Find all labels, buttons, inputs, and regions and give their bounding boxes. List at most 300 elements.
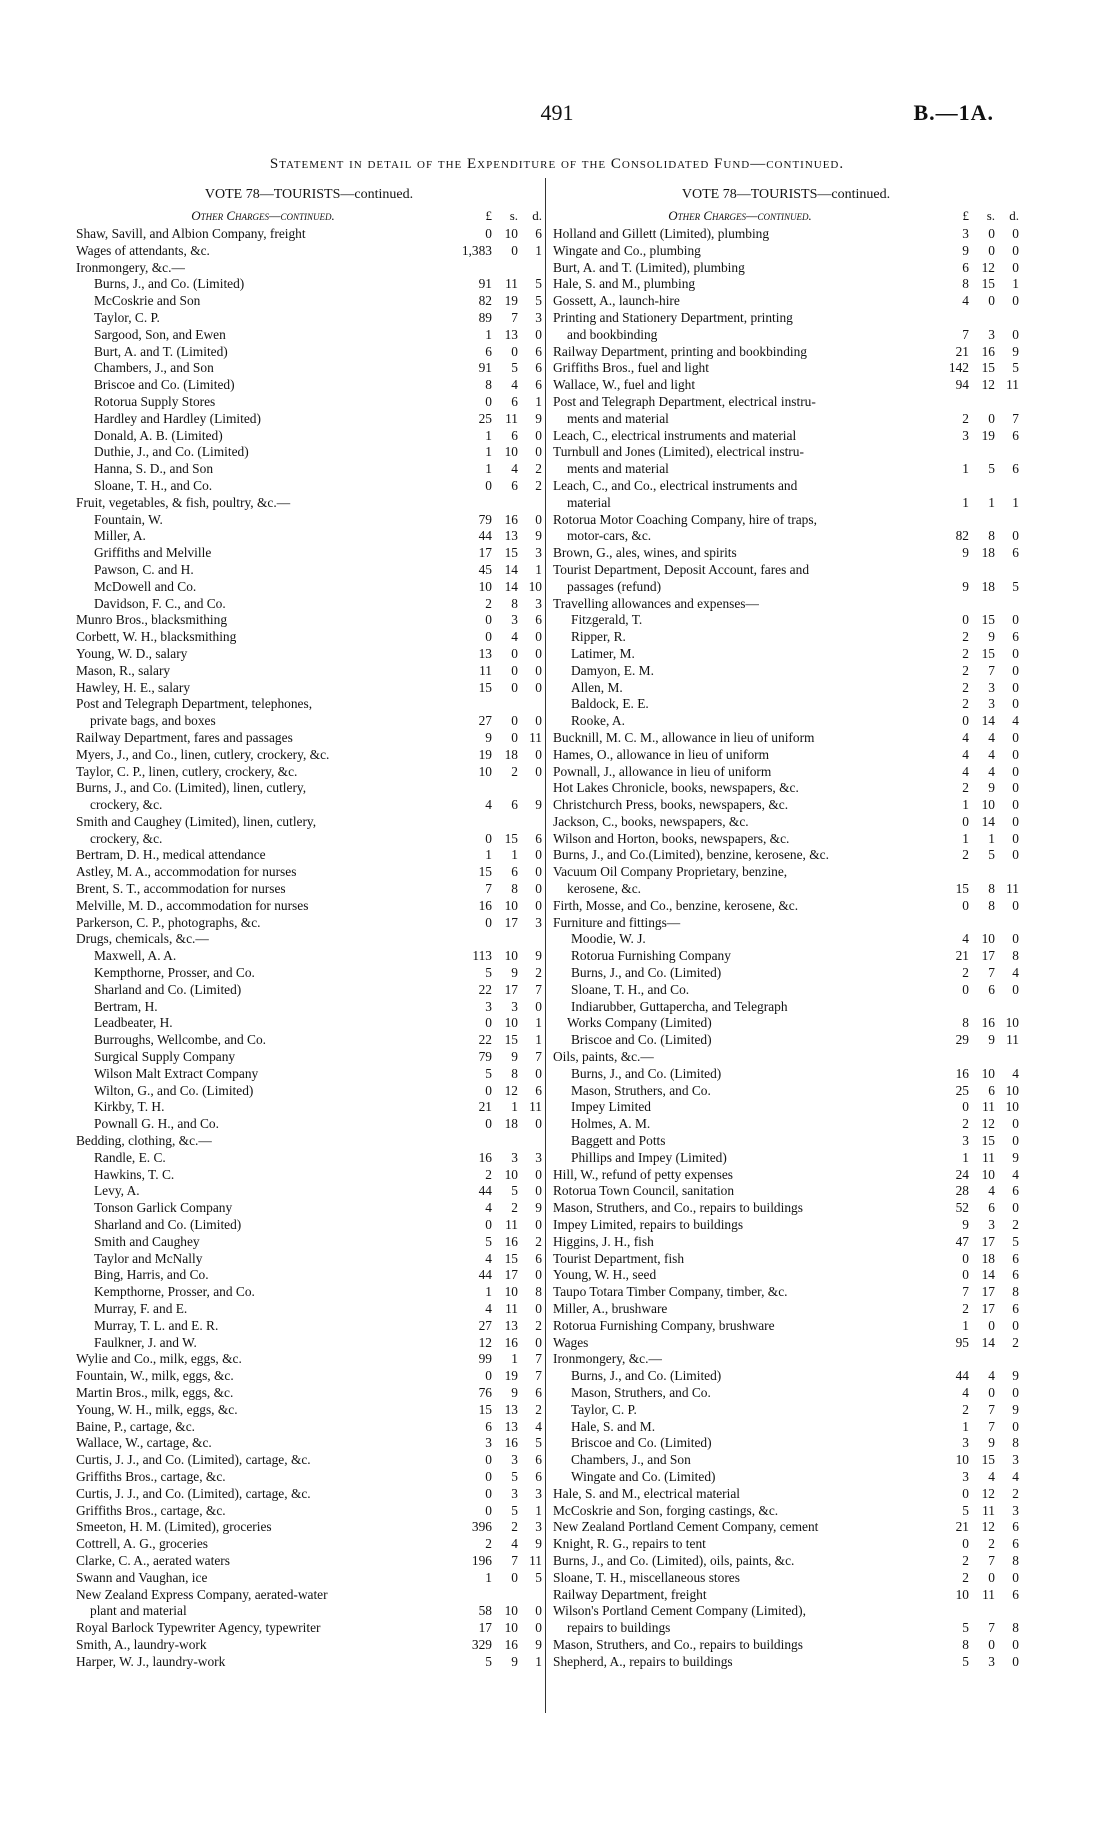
- shillings-amount: 12: [504, 1082, 518, 1098]
- pence-amount: 0: [1012, 259, 1019, 275]
- pounds-amount: 3: [485, 1435, 492, 1451]
- expenditure-row: [76, 999, 542, 1016]
- pounds-amount: 1: [962, 1418, 969, 1434]
- expenditure-row: [553, 1049, 1019, 1066]
- payee-description: Ironmongery, &c.—: [553, 1351, 662, 1367]
- expenditure-row: [76, 764, 542, 781]
- expenditure-row: [76, 780, 542, 797]
- pence-amount: 0: [1012, 696, 1019, 712]
- shillings-amount: 7: [988, 662, 995, 678]
- expenditure-row: [76, 596, 542, 613]
- expenditure-row: [76, 1167, 542, 1184]
- pence-amount: 6: [535, 612, 542, 628]
- shillings-amount: 17: [504, 914, 518, 930]
- pence-amount: [518, 696, 542, 713]
- shillings-amount: 7: [988, 1401, 995, 1417]
- expenditure-row: [76, 612, 542, 629]
- pence-amount: 4: [1012, 1065, 1019, 1081]
- pounds-amount: 13: [478, 645, 492, 661]
- pounds-amount: 5: [485, 1653, 492, 1669]
- pounds-amount: 4: [962, 746, 969, 762]
- shillings-amount: [969, 1049, 995, 1066]
- pounds-amount: 0: [485, 1485, 492, 1501]
- shillings-amount: 11: [505, 410, 518, 426]
- shillings-amount: 3: [988, 696, 995, 712]
- payee-description: Bertram, H.: [94, 998, 158, 1014]
- payee-description: Sharland and Co. (Limited): [94, 1217, 242, 1233]
- column-header: [76, 206, 542, 226]
- pounds-amount: 3: [962, 1435, 969, 1451]
- shillings-amount: [969, 444, 995, 461]
- payee-description: Griffiths and Melville: [94, 545, 212, 561]
- pence-amount: 0: [535, 444, 542, 460]
- pence-amount: 10: [1005, 1099, 1019, 1115]
- expenditure-row: [553, 612, 1019, 629]
- pounds-amount: 0: [485, 830, 492, 846]
- shillings-amount: 0: [511, 713, 518, 729]
- pounds-amount: 1: [962, 830, 969, 846]
- pence-amount: 1: [535, 561, 542, 577]
- expenditure-row: [553, 1284, 1019, 1301]
- pounds-amount: 25: [478, 410, 492, 426]
- shillings-amount: 0: [988, 1317, 995, 1333]
- pounds-amount: 7: [485, 881, 492, 897]
- pence-amount: 1: [535, 242, 542, 258]
- shillings-amount: 12: [981, 1519, 995, 1535]
- pounds-amount: 0: [485, 1082, 492, 1098]
- shillings-amount: 14: [504, 561, 518, 577]
- pounds-amount: 9: [962, 545, 969, 561]
- expenditure-row: [553, 1335, 1019, 1352]
- pounds-amount: 19: [478, 746, 492, 762]
- shillings-amount: [969, 1351, 995, 1368]
- shillings-amount: 13: [504, 1317, 518, 1333]
- expenditure-row: [553, 444, 1019, 461]
- expenditure-row: [76, 965, 542, 982]
- shillings-amount: 4: [988, 729, 995, 745]
- pounds-amount: 196: [471, 1552, 492, 1568]
- expenditure-row: [553, 646, 1019, 663]
- pence-amount: 7: [535, 1049, 542, 1065]
- shillings-amount: 11: [505, 1301, 518, 1316]
- payee-description: Wilson and Horton, books, newspapers, &c.: [553, 830, 790, 846]
- pence-amount: 7: [535, 981, 542, 997]
- payee-description: Works Company (Limited): [567, 1015, 712, 1031]
- shillings-amount: 3: [511, 1485, 518, 1501]
- payee-description: Latimer, M.: [571, 645, 635, 661]
- expenditure-row: [553, 394, 1019, 411]
- shillings-amount: 9: [511, 965, 518, 981]
- pence-header: d.: [1009, 208, 1019, 223]
- expenditure-row: [76, 1015, 542, 1032]
- payee-description: Tonson Garlick Company: [94, 1200, 233, 1216]
- shillings-amount: 16: [504, 1435, 518, 1451]
- payee-description: Young, W. D., salary: [76, 645, 188, 661]
- expenditure-row: [553, 696, 1019, 713]
- pounds-amount: 8: [962, 276, 969, 292]
- payee-description: Murray, T. L. and E. R.: [94, 1317, 219, 1333]
- shillings-amount: 16: [504, 1636, 518, 1652]
- expenditure-row: [553, 864, 1019, 881]
- shillings-amount: 10: [504, 444, 518, 460]
- shillings-amount: 0: [988, 242, 995, 258]
- payee-description: McCoskrie and Son, forging castings, &c.: [553, 1502, 779, 1518]
- column-divider: [545, 178, 546, 1713]
- pounds-amount: 2: [962, 1301, 969, 1316]
- payee-description: material: [567, 494, 611, 510]
- pounds-amount: 89: [478, 309, 492, 325]
- payee-description: Surgical Supply Company: [94, 1049, 236, 1065]
- pence-amount: 0: [535, 662, 542, 678]
- shillings-amount: 15: [981, 1452, 995, 1468]
- shillings-amount: [492, 931, 518, 948]
- payee-description: Allen, M.: [571, 679, 623, 695]
- shillings-amount: 2: [511, 763, 518, 779]
- payee-description: Hames, O., allowance in lieu of uniform: [553, 746, 770, 762]
- pence-amount: 0: [535, 1334, 542, 1350]
- shillings-amount: 7: [988, 1418, 995, 1434]
- payee-description: Martin Bros., milk, eggs, &c.: [76, 1384, 234, 1400]
- payee-description: Young, W. H., milk, eggs, &c.: [76, 1401, 238, 1417]
- payee-description: Fitzgerald, T.: [571, 612, 643, 628]
- shillings-amount: 17: [981, 1301, 995, 1316]
- payee-description: Hot Lakes Chronicle, books, newspapers, &c.: [553, 780, 799, 796]
- shillings-amount: 4: [511, 629, 518, 645]
- expenditure-row: [76, 1318, 542, 1335]
- shillings-amount: 2: [511, 1519, 518, 1535]
- payee-description: Ironmongery, &c.—: [76, 259, 185, 275]
- payee-description: Burns, J., and Co. (Limited), linen, cutlery,: [76, 780, 307, 796]
- pence-amount: 9: [535, 1636, 542, 1652]
- pounds-amount: 45: [478, 561, 492, 577]
- shillings-amount: 16: [981, 1015, 995, 1031]
- pounds-amount: 2: [962, 1401, 969, 1417]
- pence-amount: [995, 864, 1019, 881]
- expenditure-row: [76, 646, 542, 663]
- pounds-amount: 5: [485, 1065, 492, 1081]
- payee-description: Moodie, W. J.: [571, 931, 646, 947]
- payee-description: Donald, A. B. (Limited): [94, 427, 223, 443]
- pence-header: d.: [532, 208, 542, 223]
- pence-amount: 0: [535, 746, 542, 762]
- expenditure-row: [553, 764, 1019, 781]
- pounds-amount: 79: [478, 511, 492, 527]
- payee-description: Cottrell, A. G., groceries: [76, 1536, 209, 1552]
- pence-amount: 6: [535, 226, 542, 241]
- shillings-amount: [969, 394, 995, 411]
- expenditure-row: [76, 915, 542, 932]
- payee-description: passages (refund): [567, 578, 662, 594]
- shillings-amount: 11: [982, 1149, 995, 1165]
- expenditure-row: [553, 680, 1019, 697]
- payee-description: Briscoe and Co. (Limited): [94, 377, 235, 393]
- payee-description: Taupo Totara Timber Company, timber, &c.: [553, 1284, 788, 1300]
- expenditure-row: [76, 562, 542, 579]
- shillings-amount: 15: [981, 612, 995, 628]
- shillings-amount: 19: [981, 427, 995, 443]
- payee-description: kerosene, &c.: [567, 881, 641, 897]
- pounds-amount: 17: [478, 545, 492, 561]
- pounds-amount: 9: [485, 729, 492, 745]
- expenditure-row: [553, 1217, 1019, 1234]
- shillings-amount: 12: [981, 1116, 995, 1132]
- pence-amount: [518, 260, 542, 277]
- pence-amount: 0: [1012, 981, 1019, 997]
- pounds-amount: 0: [962, 1099, 969, 1115]
- pence-amount: 6: [1012, 1586, 1019, 1602]
- pounds-amount: 11: [479, 662, 492, 678]
- pence-amount: 0: [1012, 813, 1019, 829]
- shillings-amount: 14: [981, 1334, 995, 1350]
- expenditure-row: [76, 831, 542, 848]
- pence-amount: 10: [1005, 1015, 1019, 1031]
- payee-description: Taylor, C. P.: [571, 1401, 637, 1417]
- statement-title: Statement in detail of the Expenditure of the Consolidated Fund—continued.: [269, 156, 845, 172]
- payee-description: Sloane, T. H., miscellaneous stores: [553, 1569, 740, 1585]
- pounds-amount: 1: [485, 326, 492, 342]
- shillings-amount: 10: [981, 1065, 995, 1081]
- expenditure-row: [553, 1620, 1019, 1637]
- expenditure-row: [76, 293, 542, 310]
- payee-description: Wages: [553, 1334, 589, 1350]
- pence-amount: 5: [535, 1435, 542, 1451]
- expenditure-row: [76, 1183, 542, 1200]
- expenditure-row: [76, 1452, 542, 1469]
- pence-amount: 0: [535, 645, 542, 661]
- expenditure-row: [553, 1234, 1019, 1251]
- shillings-amount: [492, 696, 518, 713]
- payee-description: Wingate and Co., plumbing: [553, 242, 701, 258]
- pence-amount: 3: [1012, 1502, 1019, 1518]
- shillings-amount: 15: [981, 1133, 995, 1149]
- pence-amount: 7: [535, 1351, 542, 1367]
- pence-amount: 8: [1012, 948, 1019, 964]
- expenditure-row: [553, 562, 1019, 579]
- payee-description: and bookbinding: [567, 326, 658, 342]
- pounds-amount: 25: [955, 1082, 969, 1098]
- expenditure-row: [76, 1620, 542, 1637]
- expenditure-row: [76, 394, 542, 411]
- payee-description: Turnbull and Jones (Limited), electrical instru-: [553, 444, 804, 460]
- expenditure-row: [553, 797, 1019, 814]
- pounds-amount: 1: [485, 1284, 492, 1300]
- pence-amount: 11: [1006, 1032, 1019, 1048]
- pence-amount: 0: [535, 326, 542, 342]
- pence-amount: 0: [535, 1301, 542, 1316]
- pence-amount: 0: [535, 897, 542, 913]
- pence-amount: 6: [535, 343, 542, 359]
- expenditure-row: [553, 1486, 1019, 1503]
- pounds-amount: 10: [478, 578, 492, 594]
- payee-description: Vacuum Oil Company Proprietary, benzine,: [553, 864, 788, 880]
- payee-description: Miller, A., brushware: [553, 1301, 668, 1316]
- expenditure-row: [553, 1015, 1019, 1032]
- shillings-amount: 7: [988, 1552, 995, 1568]
- pence-amount: 5: [1012, 360, 1019, 376]
- shillings-amount: 6: [511, 797, 518, 813]
- pence-amount: 0: [1012, 293, 1019, 309]
- pence-amount: 0: [535, 427, 542, 443]
- pence-amount: 0: [535, 1217, 542, 1233]
- payee-description: Taylor and McNally: [94, 1250, 203, 1266]
- shillings-amount: [969, 915, 995, 932]
- pounds-amount: 0: [962, 713, 969, 729]
- payee-description: Rotorua Supply Stores: [94, 393, 216, 409]
- pence-amount: 0: [1012, 897, 1019, 913]
- shillings-amount: 15: [981, 360, 995, 376]
- shillings-amount: 8: [988, 881, 995, 897]
- pence-amount: 0: [535, 1620, 542, 1636]
- pounds-amount: 9: [962, 1217, 969, 1233]
- pounds-amount: 1: [485, 847, 492, 863]
- pence-amount: 1: [1012, 494, 1019, 510]
- shillings-amount: [492, 495, 518, 512]
- expenditure-row: [553, 1133, 1019, 1150]
- payee-description: Taylor, C. P., linen, cutlery, crockery, &c.: [76, 763, 298, 779]
- shillings-amount: 17: [981, 1284, 995, 1300]
- pence-amount: 7: [535, 1368, 542, 1384]
- pence-amount: 0: [535, 1116, 542, 1132]
- payee-description: Leach, C., and Co., electrical instruments and: [553, 477, 798, 493]
- expenditure-row: [76, 1116, 542, 1133]
- pounds-amount: 3: [962, 1468, 969, 1484]
- pence-amount: 0: [1012, 528, 1019, 544]
- payee-description: Holmes, A. M.: [571, 1116, 651, 1132]
- expenditure-row: [76, 1385, 542, 1402]
- shillings-amount: 6: [988, 1200, 995, 1216]
- pence-amount: 0: [535, 1183, 542, 1199]
- shillings-amount: 7: [988, 1620, 995, 1636]
- shillings-amount: 17: [504, 1267, 518, 1283]
- expenditure-row: [76, 344, 542, 361]
- shillings-amount: 6: [511, 393, 518, 409]
- pence-amount: 6: [1012, 629, 1019, 645]
- expenditure-row: [553, 999, 1019, 1016]
- payee-description: Curtis, J. J., and Co. (Limited), cartage, &c.: [76, 1452, 311, 1468]
- pence-amount: 0: [1012, 326, 1019, 342]
- expenditure-row: [553, 1032, 1019, 1049]
- shillings-amount: 12: [981, 259, 995, 275]
- payee-description: repairs to buildings: [567, 1620, 671, 1636]
- shillings-amount: 4: [511, 377, 518, 393]
- pounds-amount: 0: [485, 1217, 492, 1233]
- payee-description: Burns, J., and Co. (Limited): [571, 1065, 722, 1081]
- pounds-amount: [927, 394, 969, 411]
- pounds-amount: [927, 864, 969, 881]
- pounds-amount: 2: [485, 595, 492, 611]
- left-column: [76, 184, 542, 1671]
- pounds-amount: [927, 1351, 969, 1368]
- pence-amount: 4: [1012, 713, 1019, 729]
- expenditure-row: [76, 579, 542, 596]
- expenditure-row: [553, 629, 1019, 646]
- shillings-amount: [492, 814, 518, 831]
- pounds-amount: 22: [478, 1032, 492, 1048]
- pounds-amount: 2: [962, 645, 969, 661]
- pence-amount: 0: [1012, 1317, 1019, 1333]
- pounds-amount: [927, 596, 969, 613]
- payee-description: Davidson, F. C., and Co.: [94, 595, 226, 611]
- payee-description: Royal Barlock Typewriter Agency, typewriter: [76, 1620, 321, 1636]
- pounds-amount: [927, 1603, 969, 1620]
- expenditure-row: [553, 780, 1019, 797]
- pence-amount: [518, 931, 542, 948]
- pounds-amount: [450, 260, 492, 277]
- pounds-amount: 99: [478, 1351, 492, 1367]
- pounds-amount: 0: [485, 1452, 492, 1468]
- pounds-amount: 2: [485, 1166, 492, 1182]
- pence-amount: [995, 1049, 1019, 1066]
- shillings-amount: 5: [988, 461, 995, 477]
- pounds-amount: 12: [478, 1334, 492, 1350]
- pounds-amount: 4: [485, 1200, 492, 1216]
- payee-description: Chambers, J., and Son: [571, 1452, 691, 1468]
- shillings-amount: 7: [511, 309, 518, 325]
- pence-amount: 0: [535, 629, 542, 645]
- pounds-amount: 2: [962, 679, 969, 695]
- shillings-amount: 4: [988, 1368, 995, 1384]
- expenditure-row: [76, 1251, 542, 1268]
- pounds-amount: 82: [955, 528, 969, 544]
- pounds-amount: [927, 310, 969, 327]
- expenditure-row: [76, 1419, 542, 1436]
- shillings-amount: 13: [504, 1418, 518, 1434]
- pence-amount: 0: [1012, 1133, 1019, 1149]
- shillings-amount: 4: [511, 461, 518, 477]
- expenditure-row: [76, 1519, 542, 1536]
- pounds-amount: 0: [485, 1368, 492, 1384]
- pence-amount: 0: [535, 1603, 542, 1619]
- pounds-amount: 44: [478, 1267, 492, 1283]
- payee-description: Bertram, D. H., medical attendance: [76, 847, 266, 863]
- expenditure-row: [553, 1402, 1019, 1419]
- pounds-amount: 6: [485, 343, 492, 359]
- shillings-amount: 12: [981, 377, 995, 393]
- shillings-amount: 10: [504, 1284, 518, 1300]
- expenditure-row: [553, 1318, 1019, 1335]
- shillings-amount: [969, 999, 995, 1016]
- expenditure-row: [553, 1251, 1019, 1268]
- shillings-amount: 10: [504, 897, 518, 913]
- pence-amount: 0: [1012, 1653, 1019, 1669]
- payee-description: Impey Limited: [571, 1099, 651, 1115]
- pence-amount: 0: [1012, 662, 1019, 678]
- shillings-amount: 18: [504, 1116, 518, 1132]
- pence-amount: 6: [1012, 1301, 1019, 1316]
- shillings-amount: 5: [988, 847, 995, 863]
- shillings-amount: 17: [504, 981, 518, 997]
- expenditure-row: [76, 260, 542, 277]
- pence-amount: 5: [535, 293, 542, 309]
- pounds-amount: 7: [962, 326, 969, 342]
- pounds-amount: 17: [478, 1620, 492, 1636]
- pounds-amount: 2: [962, 662, 969, 678]
- expenditure-row: [76, 1368, 542, 1385]
- expenditure-row: [76, 545, 542, 562]
- pounds-amount: 0: [485, 1468, 492, 1484]
- pounds-amount: 4: [485, 797, 492, 813]
- payee-description: Printing and Stationery Department, printing: [553, 309, 793, 325]
- payee-description: Pownall, J., allowance in lieu of uniform: [553, 763, 772, 779]
- shillings-amount: 0: [511, 729, 518, 745]
- payee-description: Levy, A.: [94, 1183, 140, 1199]
- expenditure-row: [76, 713, 542, 730]
- expenditure-row: [553, 512, 1019, 529]
- shillings-amount: 0: [511, 1569, 518, 1585]
- shillings-amount: 9: [988, 780, 995, 796]
- pence-amount: 0: [1012, 1200, 1019, 1216]
- pence-amount: [995, 444, 1019, 461]
